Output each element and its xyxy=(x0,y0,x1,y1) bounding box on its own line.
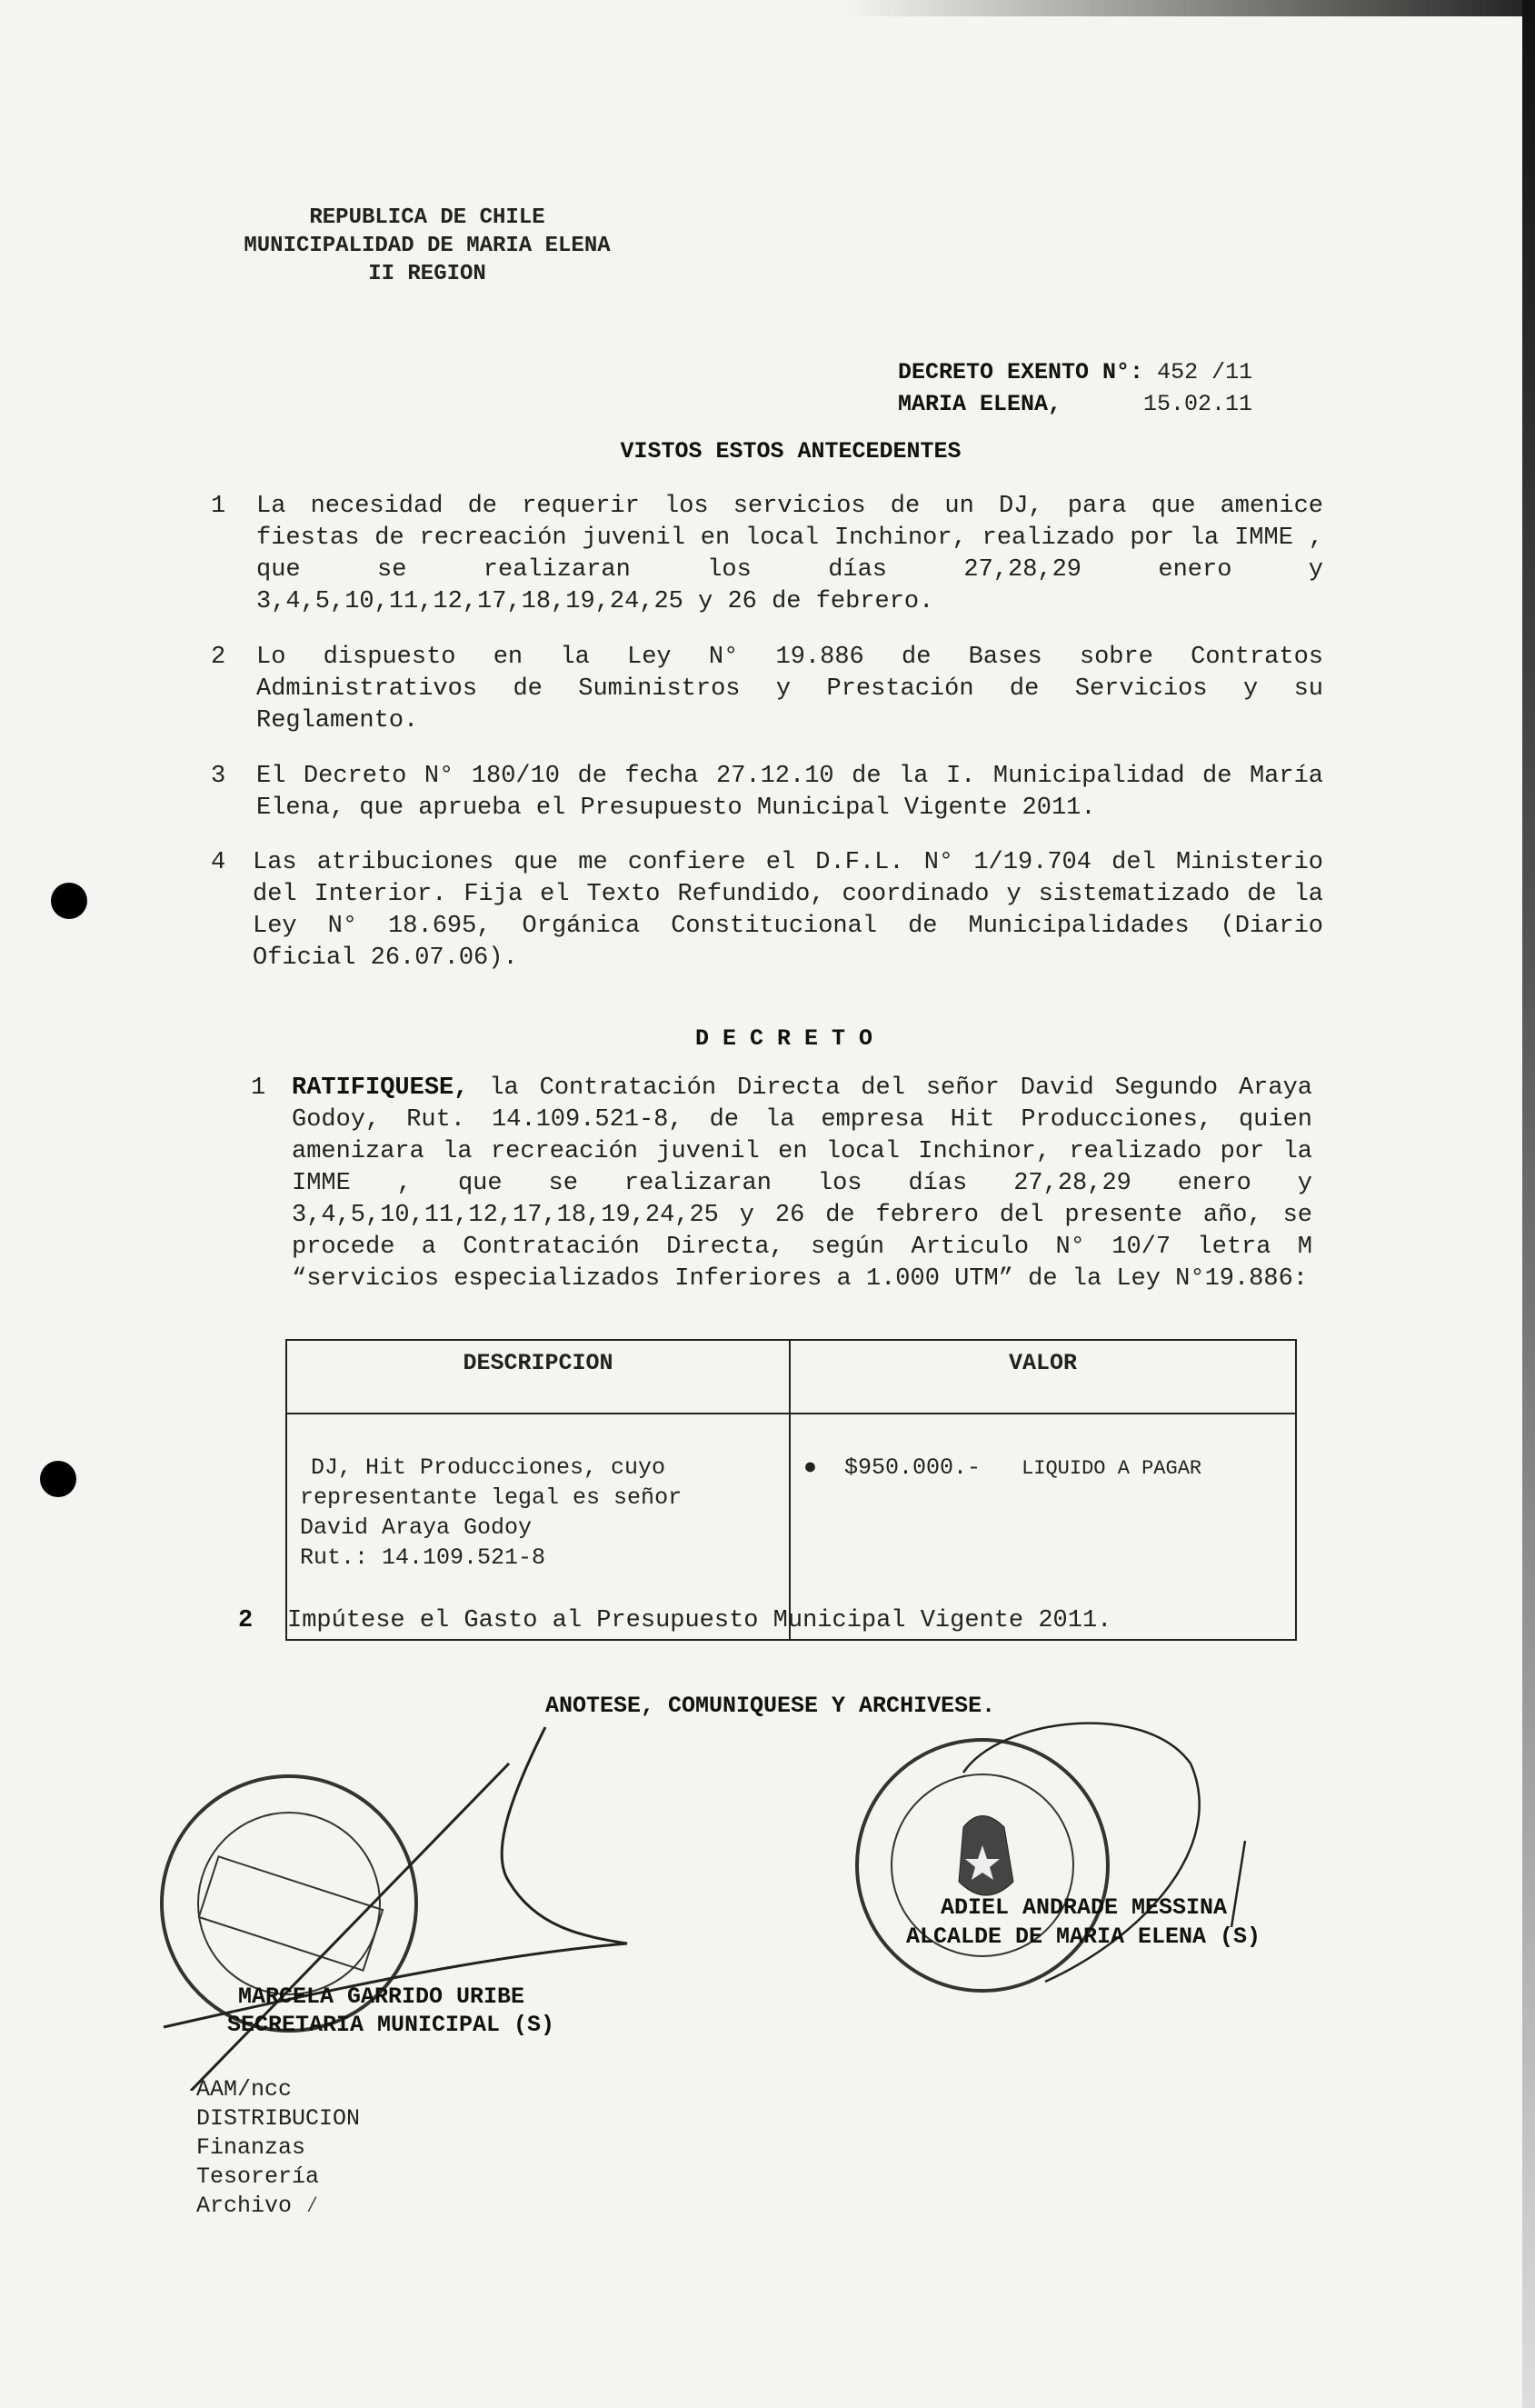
mayor-title: ALCALDE DE MARIA ELENA (S) xyxy=(906,1923,1261,1950)
decree-date: 15.02.11 xyxy=(1143,391,1253,417)
punch-hole xyxy=(51,883,87,919)
letterhead-region: II REGION xyxy=(368,262,486,286)
vistos-num-3: 3 xyxy=(211,763,226,790)
vistos-item-1: La necesidad de requerir los servicios de un DJ, para que amenice fiestas de recreación juvenil en local Inchinor, realizado por la IMME , que se realizaran los días 27,28,29 enero y 3,4,5,10,11,12,17,18,19,24,25 y 26 de febrero. xyxy=(256,493,1323,615)
description-line: Rut.: 14.109.521-8 xyxy=(300,1544,546,1571)
decree-number-label: DECRETO EXENTO N°: xyxy=(898,359,1144,385)
amount: $950.000.- xyxy=(844,1454,982,1481)
letterhead-country: REPUBLICA DE CHILE xyxy=(309,205,545,230)
decree-reference xyxy=(898,356,1252,420)
vistos-num-2: 2 xyxy=(211,644,226,671)
mayor-signature-block xyxy=(906,1893,1261,1952)
check-mark-icon: ⁄ xyxy=(305,2193,320,2219)
column-header-description: DESCRIPCION xyxy=(286,1340,790,1414)
contract-table xyxy=(285,1339,1297,1641)
vistos-num-4: 4 xyxy=(211,849,226,876)
distribution-label: DISTRIBUCION xyxy=(196,2105,361,2132)
decreto-item-1 xyxy=(292,1073,1312,1295)
vistos-item-2: Lo dispuesto en la Ley N° 19.886 de Bases sobre Contratos Administrativos de Suministros y Prestación de Servicios y su Reglamento. xyxy=(256,644,1323,734)
punch-hole xyxy=(40,1461,76,1497)
letterhead xyxy=(209,204,645,288)
amount-note: LIQUIDO A PAGAR xyxy=(1022,1457,1202,1480)
decreto-num-1: 1 xyxy=(251,1074,266,1102)
vistos-item-4: Las atribuciones que me confiere el D.F.L. N° 1/19.704 del Ministerio del Interior. Fija el Texto Refundido, coordinado y sistematizado de la Ley N° 18.695, Orgánica Constitucional de Municipalidades (Diario Oficial 26.07.06). xyxy=(253,849,1323,972)
distribution-item: Finanzas xyxy=(196,2134,306,2161)
description-line: David Araya Godoy xyxy=(300,1514,533,1541)
secretary-title: SECRETARIA MUNICIPAL (S) xyxy=(227,2012,555,2038)
column-header-value: VALOR xyxy=(790,1340,1296,1414)
secretary-name: MARCELA GARRIDO URIBE xyxy=(238,1983,525,2010)
decree-number: 452 /11 xyxy=(1157,359,1253,385)
letterhead-municipality: MUNICIPALIDAD DE MARIA ELENA xyxy=(244,234,611,258)
distribution-item: Archivo xyxy=(196,2193,293,2219)
vistos-item-3: El Decreto N° 180/10 de fecha 27.12.10 de la I. Municipalidad de María Elena, que aprueba el Presupuesto Municipal Vigente 2011. xyxy=(256,763,1323,822)
initials: AAM/ncc xyxy=(196,2076,293,2103)
secretary-signature-block xyxy=(227,1983,555,2039)
decreto-lead: RATIFIQUESE, xyxy=(292,1074,469,1102)
vistos-title: VISTOS ESTOS ANTECEDENTES xyxy=(620,438,962,465)
description-line: DJ, Hit Producciones, cuyo xyxy=(311,1454,666,1481)
closing-formula: ANOTESE, COMUNIQUESE Y ARCHIVESE. xyxy=(545,1693,996,1719)
scan-edge-top xyxy=(0,0,1535,16)
description-line: representante legal es señor xyxy=(300,1484,683,1511)
decreto-item-2: Impútese el Gasto al Presupuesto Municipal Vigente 2011. xyxy=(287,1607,1112,1634)
distribution-block xyxy=(196,2075,360,2221)
decreto-num-2: 2 xyxy=(238,1607,254,1634)
mayor-name: ADIEL ANDRADE MESSINA xyxy=(941,1894,1228,1921)
vistos-num-1: 1 xyxy=(211,493,226,520)
decree-place: MARIA ELENA, xyxy=(898,391,1062,417)
mayor-stamp xyxy=(857,1740,1108,1991)
distribution-item: Tesorería xyxy=(196,2163,320,2190)
decreto-item-1-text: la Contratación Directa del señor David Segundo Araya Godoy, Rut. 14.109.521-8, de la empresa Hit Producciones, quien amenizara la recreación juvenil en local Inchinor, realizado por la IMME , que se realizaran los días 27,28,29 enero y 3,4,5,10,11,12,17,18,19,24,25 y 26 de febrero del presente año, se procede a Contratación Directa, según Articulo N° 10/7 letra M “servicios especializados Inferiores a 1.000 UTM” de la Ley N°19.886: xyxy=(292,1074,1312,1293)
bullet-icon: ● xyxy=(803,1454,818,1481)
decreto-title: D E C R E T O xyxy=(694,1025,873,1052)
